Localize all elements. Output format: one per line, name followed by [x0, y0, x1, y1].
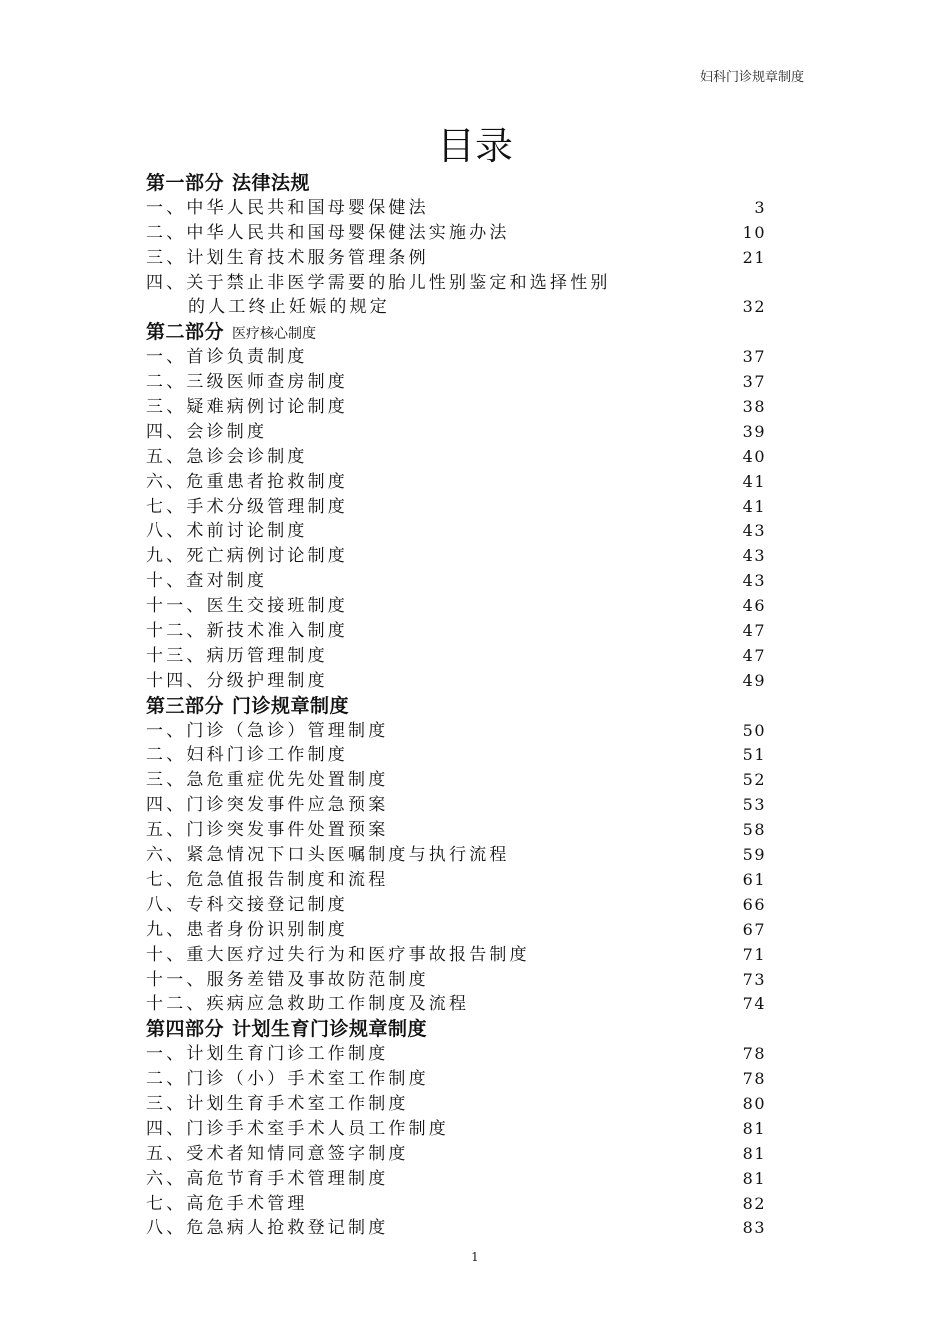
toc-entry-title: 六、紧急情况下口头医嘱制度与执行流程 [146, 845, 510, 866]
toc-entry-title: 五、门诊突发事件处置预案 [146, 820, 389, 841]
toc-entry [146, 370, 786, 395]
toc-entry-title: 五、急诊会诊制度 [146, 446, 308, 467]
toc-part-heading [146, 171, 786, 196]
toc-page-number: 51 [742, 745, 766, 765]
toc-entry [146, 1067, 786, 1092]
toc-entry-title: 三、急危重症优先处置制度 [146, 770, 389, 791]
toc-entry [146, 768, 786, 793]
toc-entry-title: 十三、病历管理制度 [146, 645, 328, 666]
toc-entry [146, 743, 786, 768]
toc-entry [146, 221, 786, 246]
toc-entry-title: 六、危重患者抢救制度 [146, 471, 348, 492]
toc-page-number: 10 [742, 222, 766, 242]
toc-entry-title: 十、查对制度 [146, 571, 268, 592]
toc-entry [146, 544, 786, 569]
toc-entry [146, 893, 786, 918]
table-of-contents [146, 171, 786, 1241]
toc-page-number: 38 [742, 397, 766, 417]
toc-title: 目录 [436, 124, 513, 168]
toc-entry-title: 十四、分级护理制度 [146, 670, 328, 691]
toc-entry-title: 二、三级医师查房制度 [146, 372, 348, 393]
toc-page-number: 41 [742, 471, 766, 491]
toc-page-number: 50 [742, 720, 766, 740]
toc-entry [146, 1192, 786, 1217]
toc-entry [146, 918, 786, 943]
toc-entry [146, 968, 786, 993]
toc-entry [146, 495, 786, 520]
toc-entry [146, 569, 786, 594]
part-title: 医疗核心制度 [232, 326, 317, 343]
toc-entry-title: 八、术前讨论制度 [146, 521, 308, 542]
toc-page-number: 67 [742, 919, 766, 939]
toc-entry [146, 395, 786, 420]
toc-entry-title: 四、会诊制度 [146, 421, 268, 442]
toc-entry-title: 二、中华人民共和国母婴保健法实施办法 [146, 222, 510, 243]
toc-page-number: 80 [742, 1093, 766, 1113]
toc-part-heading [146, 320, 786, 345]
toc-entry [146, 470, 786, 495]
toc-page-number: 83 [742, 1218, 766, 1238]
part-label: 第四部分 [146, 1018, 225, 1041]
toc-entry-title: 九、死亡病例讨论制度 [146, 546, 348, 567]
toc-page-number: 81 [742, 1143, 766, 1163]
toc-page-number: 61 [742, 869, 766, 889]
toc-entry-title: 十一、服务差错及事故防范制度 [146, 969, 429, 990]
toc-entry-title: 八、危急病人抢救登记制度 [146, 1218, 389, 1239]
part-title: 计划生育门诊规章制度 [232, 1018, 428, 1041]
toc-part-heading [146, 1017, 786, 1042]
toc-entry-title: 七、危急值报告制度和流程 [146, 869, 389, 890]
toc-entry [146, 868, 786, 893]
toc-entry-title: 七、手术分级管理制度 [146, 496, 348, 517]
toc-page-number: 21 [742, 247, 766, 267]
toc-entry [146, 992, 786, 1017]
toc-entry-title: 四、门诊突发事件应急预案 [146, 795, 389, 816]
toc-entry-title: 十一、医生交接班制度 [146, 596, 348, 617]
toc-entry-title: 一、中华人民共和国母婴保健法 [146, 197, 429, 218]
toc-entry [146, 818, 786, 843]
toc-entry-title: 八、专科交接登记制度 [146, 894, 348, 915]
toc-entry [146, 271, 786, 296]
toc-page-number: 41 [742, 496, 766, 516]
toc-entry [146, 246, 786, 271]
toc-page-number: 43 [742, 521, 766, 541]
toc-entry-title: 五、受术者知情同意签字制度 [146, 1143, 409, 1164]
toc-entry-title: 一、计划生育门诊工作制度 [146, 1044, 389, 1065]
toc-entry-title: 六、高危节育手术管理制度 [146, 1168, 389, 1189]
part-label: 第二部分 [146, 321, 225, 344]
toc-page-number: 37 [742, 372, 766, 392]
toc-entry-title: 七、高危手术管理 [146, 1193, 308, 1214]
toc-entry [146, 519, 786, 544]
toc-entry-title: 十二、疾病应急救助工作制度及流程 [146, 994, 470, 1015]
toc-entry [146, 1042, 786, 1067]
toc-page-number: 59 [742, 845, 766, 865]
toc-entry-title: 十二、新技术准入制度 [146, 621, 348, 642]
toc-page-number: 49 [742, 670, 766, 690]
toc-page-number: 39 [742, 421, 766, 441]
toc-page-number: 53 [742, 795, 766, 815]
toc-entry [146, 1167, 786, 1192]
toc-entry-title: 四、门诊手术室手术人员工作制度 [146, 1118, 449, 1139]
toc-page-number: 73 [742, 969, 766, 989]
toc-entry [146, 594, 786, 619]
toc-page-number: 3 [754, 197, 766, 217]
toc-page-number: 46 [742, 596, 766, 616]
toc-entry-title: 四、关于禁止非医学需要的胎儿性别鉴定和选择性别 [146, 272, 611, 293]
toc-page-number: 78 [742, 1069, 766, 1089]
toc-page-number: 78 [742, 1044, 766, 1064]
toc-page-number: 40 [742, 446, 766, 466]
part-title: 法律法规 [232, 172, 311, 194]
running-header: 妇科门诊规章制度 [699, 70, 804, 85]
toc-entry [146, 793, 786, 818]
toc-page-number: 43 [742, 571, 766, 591]
toc-page-number: 58 [742, 820, 766, 840]
toc-entry [146, 669, 786, 694]
toc-page-number: 74 [742, 994, 766, 1014]
part-label: 第三部分 [146, 694, 225, 717]
toc-entry-title: 十、重大医疗过失行为和医疗事故报告制度 [146, 944, 530, 965]
toc-part-heading [146, 694, 786, 719]
toc-entry [146, 1092, 786, 1117]
toc-page-number: 66 [742, 894, 766, 914]
toc-entry-title: 三、疑难病例讨论制度 [146, 397, 348, 418]
toc-entry [146, 644, 786, 669]
toc-page-number: 37 [742, 347, 766, 367]
toc-page-number: 47 [742, 645, 766, 665]
toc-page-number: 47 [742, 621, 766, 641]
toc-page-number: 32 [742, 297, 766, 317]
toc-entry [146, 295, 786, 320]
toc-entry [146, 445, 786, 470]
toc-entry [146, 719, 786, 744]
toc-entry-title: 二、妇科门诊工作制度 [146, 745, 348, 766]
toc-entry [146, 196, 786, 221]
toc-entry-title: 一、门诊（急诊）管理制度 [146, 720, 389, 741]
toc-entry [146, 619, 786, 644]
toc-entry-title: 九、患者身份识别制度 [146, 919, 348, 940]
toc-entry-title: 二、门诊（小）手术室工作制度 [146, 1069, 429, 1090]
toc-entry [146, 420, 786, 445]
toc-entry [146, 843, 786, 868]
toc-entry [146, 1117, 786, 1142]
page-number: 1 [471, 1250, 479, 1264]
toc-entry-title: 三、计划生育手术室工作制度 [146, 1093, 409, 1114]
toc-page-number: 52 [742, 770, 766, 790]
toc-page-number: 82 [742, 1193, 766, 1213]
toc-entry [146, 1142, 786, 1167]
part-title: 门诊规章制度 [232, 694, 350, 717]
toc-entry-title: 的人工终止妊娠的规定 [188, 297, 390, 318]
toc-entry [146, 1216, 786, 1241]
toc-page-number: 81 [742, 1168, 766, 1188]
toc-entry-title: 一、首诊负责制度 [146, 347, 308, 368]
part-label: 第一部分 [146, 172, 225, 194]
toc-page-number: 71 [742, 944, 766, 964]
toc-page-number: 81 [742, 1118, 766, 1138]
toc-entry [146, 943, 786, 968]
toc-page-number: 43 [742, 546, 766, 566]
toc-entry-title: 三、计划生育技术服务管理条例 [146, 247, 429, 268]
toc-entry [146, 345, 786, 370]
